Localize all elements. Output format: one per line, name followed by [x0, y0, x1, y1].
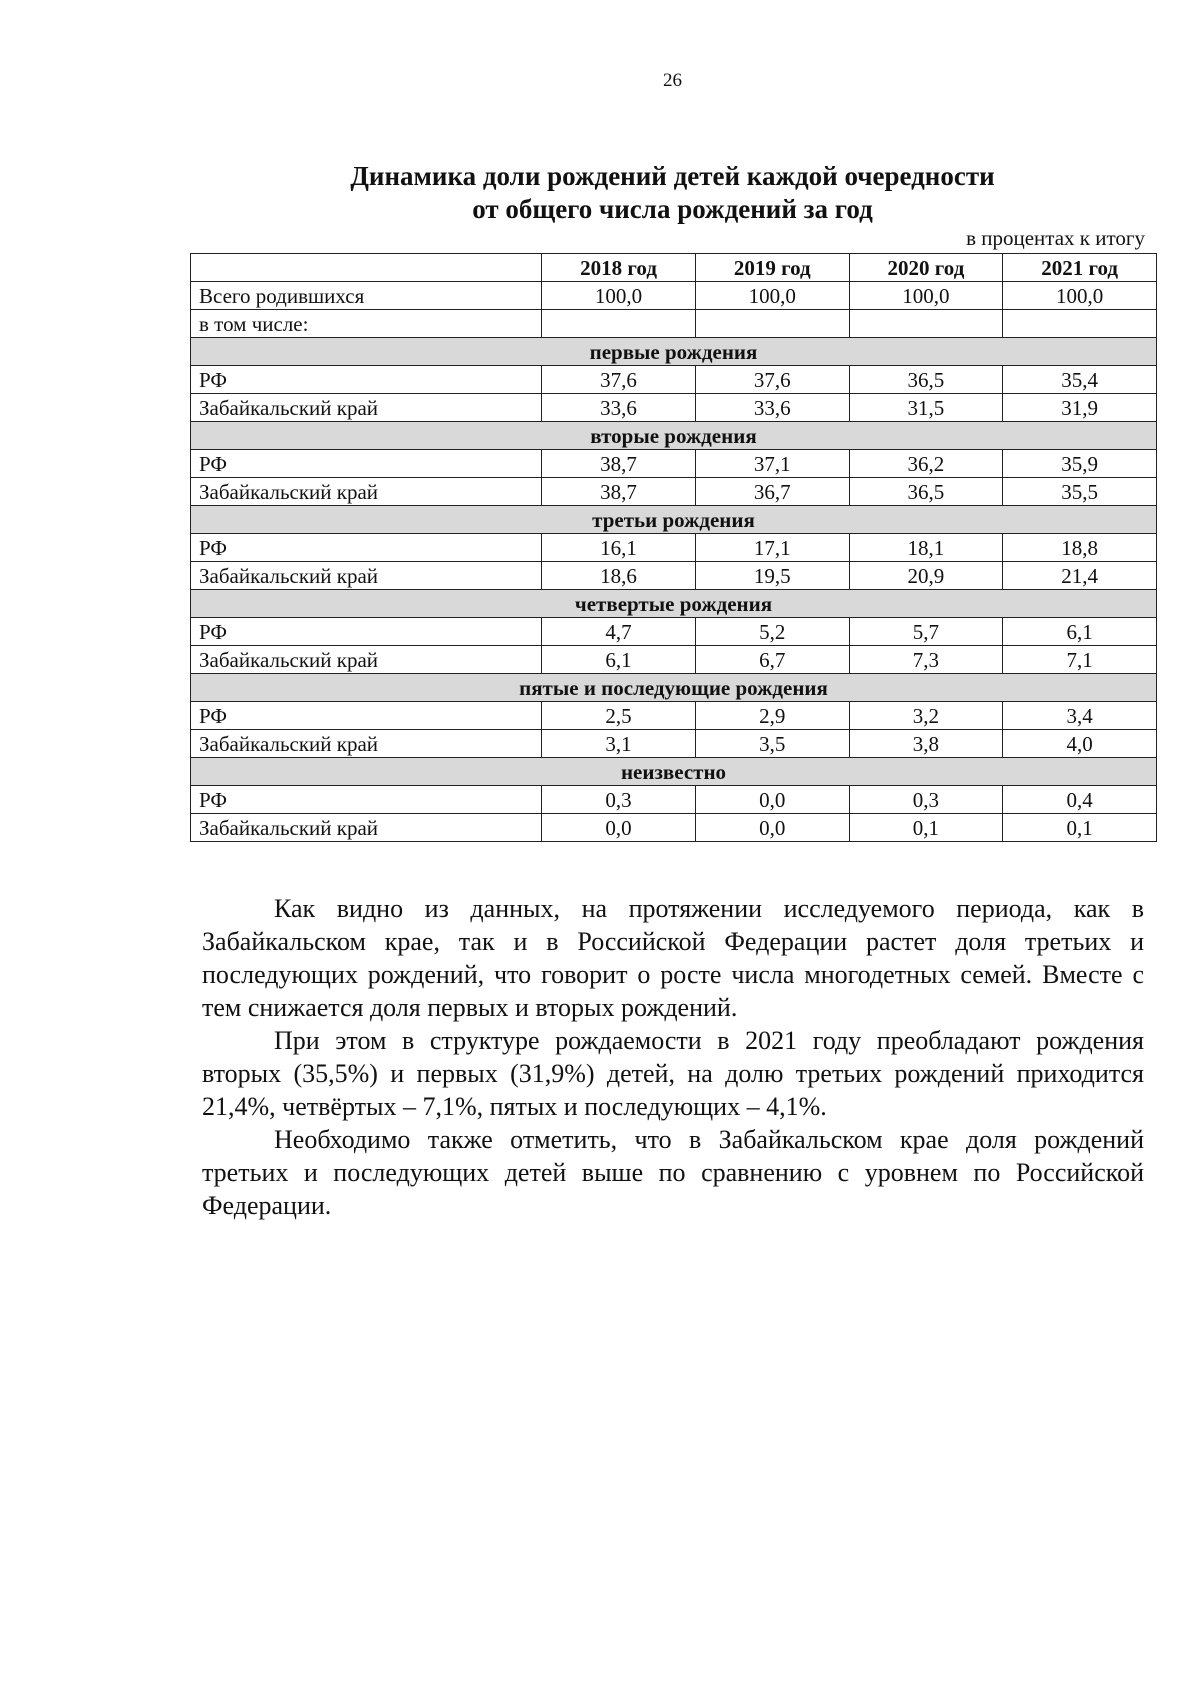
table-cell: 38,7: [542, 450, 696, 478]
table-cell: 2,5: [542, 702, 696, 730]
section-header-row: [191, 506, 1157, 534]
section-title: третьи рождения: [191, 506, 1157, 534]
header-cell-2018: 2018 год: [542, 254, 696, 282]
page-number: 26: [663, 70, 682, 91]
table-cell: 100,0: [1003, 282, 1157, 310]
table-cell: 5,7: [849, 618, 1003, 646]
table-cell: 19,5: [695, 562, 849, 590]
section-title: четвертые рождения: [191, 590, 1157, 618]
table-cell: 37,6: [695, 366, 849, 394]
table-cell: 4,0: [1003, 730, 1157, 758]
section-title: первые рождения: [191, 338, 1157, 366]
header-cell-2020: 2020 год: [849, 254, 1003, 282]
table-cell: 18,1: [849, 534, 1003, 562]
table-cell: 31,5: [849, 394, 1003, 422]
paragraph-1: Как видно из данных, на протяжении исследуемого периода, как в Забайкальском крае, так и в Российской Федерации растет доля третьих и последующих рождений, что говорит о росте числа многодетных семей. Вместе с тем снижается доля первых и вторых рождений.: [202, 894, 1144, 1022]
row-label: РФ: [191, 702, 542, 730]
row-label: РФ: [191, 786, 542, 814]
section-header-row: [191, 674, 1157, 702]
row-label: Забайкальский край: [191, 478, 542, 506]
table-cell: 17,1: [695, 534, 849, 562]
table-cell: 0,1: [849, 814, 1003, 842]
table-title: [0, 160, 1200, 226]
table-cell: 18,8: [1003, 534, 1157, 562]
body-text: [202, 892, 1144, 1222]
header-cell-empty: [191, 254, 542, 282]
table-cell: 2,9: [695, 702, 849, 730]
units-note: в процентах к итогу: [966, 226, 1145, 250]
births-table: [190, 253, 1157, 842]
row-label: РФ: [191, 534, 542, 562]
table-cell: 37,1: [695, 450, 849, 478]
row-label: РФ: [191, 618, 542, 646]
table-cell: 6,7: [695, 646, 849, 674]
table-cell: 100,0: [849, 282, 1003, 310]
table-cell: 3,8: [849, 730, 1003, 758]
table-row: [191, 478, 1157, 506]
table-row: [191, 618, 1157, 646]
table-cell: 3,5: [695, 730, 849, 758]
table-cell-empty: [542, 310, 696, 338]
table-row: [191, 366, 1157, 394]
header-cell-2021: 2021 год: [1003, 254, 1157, 282]
table-row: [191, 702, 1157, 730]
paragraph-3: Необходимо также отметить, что в Забайкальском крае доля рождений третьих и последующих детей выше по сравнению с уровнем по Российской Федерации.: [202, 1125, 1144, 1220]
section-header-row: [191, 758, 1157, 786]
table-cell: 3,4: [1003, 702, 1157, 730]
row-label: Забайкальский край: [191, 730, 542, 758]
table-title-line-1: Динамика доли рождений детей каждой очередности: [350, 161, 995, 191]
table-cell: 6,1: [1003, 618, 1157, 646]
table-row: [191, 730, 1157, 758]
table-row: [191, 450, 1157, 478]
table-cell: 20,9: [849, 562, 1003, 590]
table-cell: 35,4: [1003, 366, 1157, 394]
table-cell: 36,7: [695, 478, 849, 506]
row-label: в том числе:: [191, 310, 542, 338]
table-row: [191, 786, 1157, 814]
table-cell: 0,0: [695, 814, 849, 842]
table-row: [191, 394, 1157, 422]
table-cell: 100,0: [695, 282, 849, 310]
table-cell-empty: [1003, 310, 1157, 338]
table-cell: 33,6: [542, 394, 696, 422]
table-title-line-2: от общего числа рождений за год: [472, 194, 873, 224]
table-row: [191, 562, 1157, 590]
table-cell: 0,0: [542, 814, 696, 842]
table-cell-empty: [695, 310, 849, 338]
table-cell: 0,0: [695, 786, 849, 814]
table-cell: 4,7: [542, 618, 696, 646]
row-label: РФ: [191, 366, 542, 394]
table-cell: 21,4: [1003, 562, 1157, 590]
including-row: [191, 310, 1157, 338]
total-row: [191, 282, 1157, 310]
table-cell: 18,6: [542, 562, 696, 590]
row-label: Всего родившихся: [191, 282, 542, 310]
table-cell: 16,1: [542, 534, 696, 562]
table-cell: 33,6: [695, 394, 849, 422]
table-cell: 100,0: [542, 282, 696, 310]
table-cell: 7,3: [849, 646, 1003, 674]
table-cell: 0,1: [1003, 814, 1157, 842]
section-title: неизвестно: [191, 758, 1157, 786]
table-cell: 6,1: [542, 646, 696, 674]
section-title: пятые и последующие рождения: [191, 674, 1157, 702]
table-row: [191, 534, 1157, 562]
section-header-row: [191, 590, 1157, 618]
table-cell: 0,3: [542, 786, 696, 814]
table-cell: 36,5: [849, 478, 1003, 506]
row-label: Забайкальский край: [191, 814, 542, 842]
table-cell: 3,2: [849, 702, 1003, 730]
row-label: Забайкальский край: [191, 646, 542, 674]
table-cell: 36,5: [849, 366, 1003, 394]
table-cell: 5,2: [695, 618, 849, 646]
paragraph-2: При этом в структуре рождаемости в 2021 году преобладают рождения вторых (35,5%) и первых (31,9%) детей, на долю третьих рождений приходится 21,4%, четвёртых – 7,1%, пятых и последующих – 4,1%.: [202, 1026, 1144, 1121]
table-cell-empty: [849, 310, 1003, 338]
row-label: РФ: [191, 450, 542, 478]
section-header-row: [191, 422, 1157, 450]
table-cell: 35,5: [1003, 478, 1157, 506]
table-cell: 31,9: [1003, 394, 1157, 422]
section-header-row: [191, 338, 1157, 366]
row-label: Забайкальский край: [191, 394, 542, 422]
section-title: вторые рождения: [191, 422, 1157, 450]
header-cell-2019: 2019 год: [695, 254, 849, 282]
table-row: [191, 646, 1157, 674]
table-cell: 7,1: [1003, 646, 1157, 674]
table-cell: 0,4: [1003, 786, 1157, 814]
table-cell: 35,9: [1003, 450, 1157, 478]
header-row: [191, 254, 1157, 282]
table-row: [191, 814, 1157, 842]
row-label: Забайкальский край: [191, 562, 542, 590]
table-cell: 37,6: [542, 366, 696, 394]
table-cell: 0,3: [849, 786, 1003, 814]
table-cell: 36,2: [849, 450, 1003, 478]
table-cell: 3,1: [542, 730, 696, 758]
table-cell: 38,7: [542, 478, 696, 506]
